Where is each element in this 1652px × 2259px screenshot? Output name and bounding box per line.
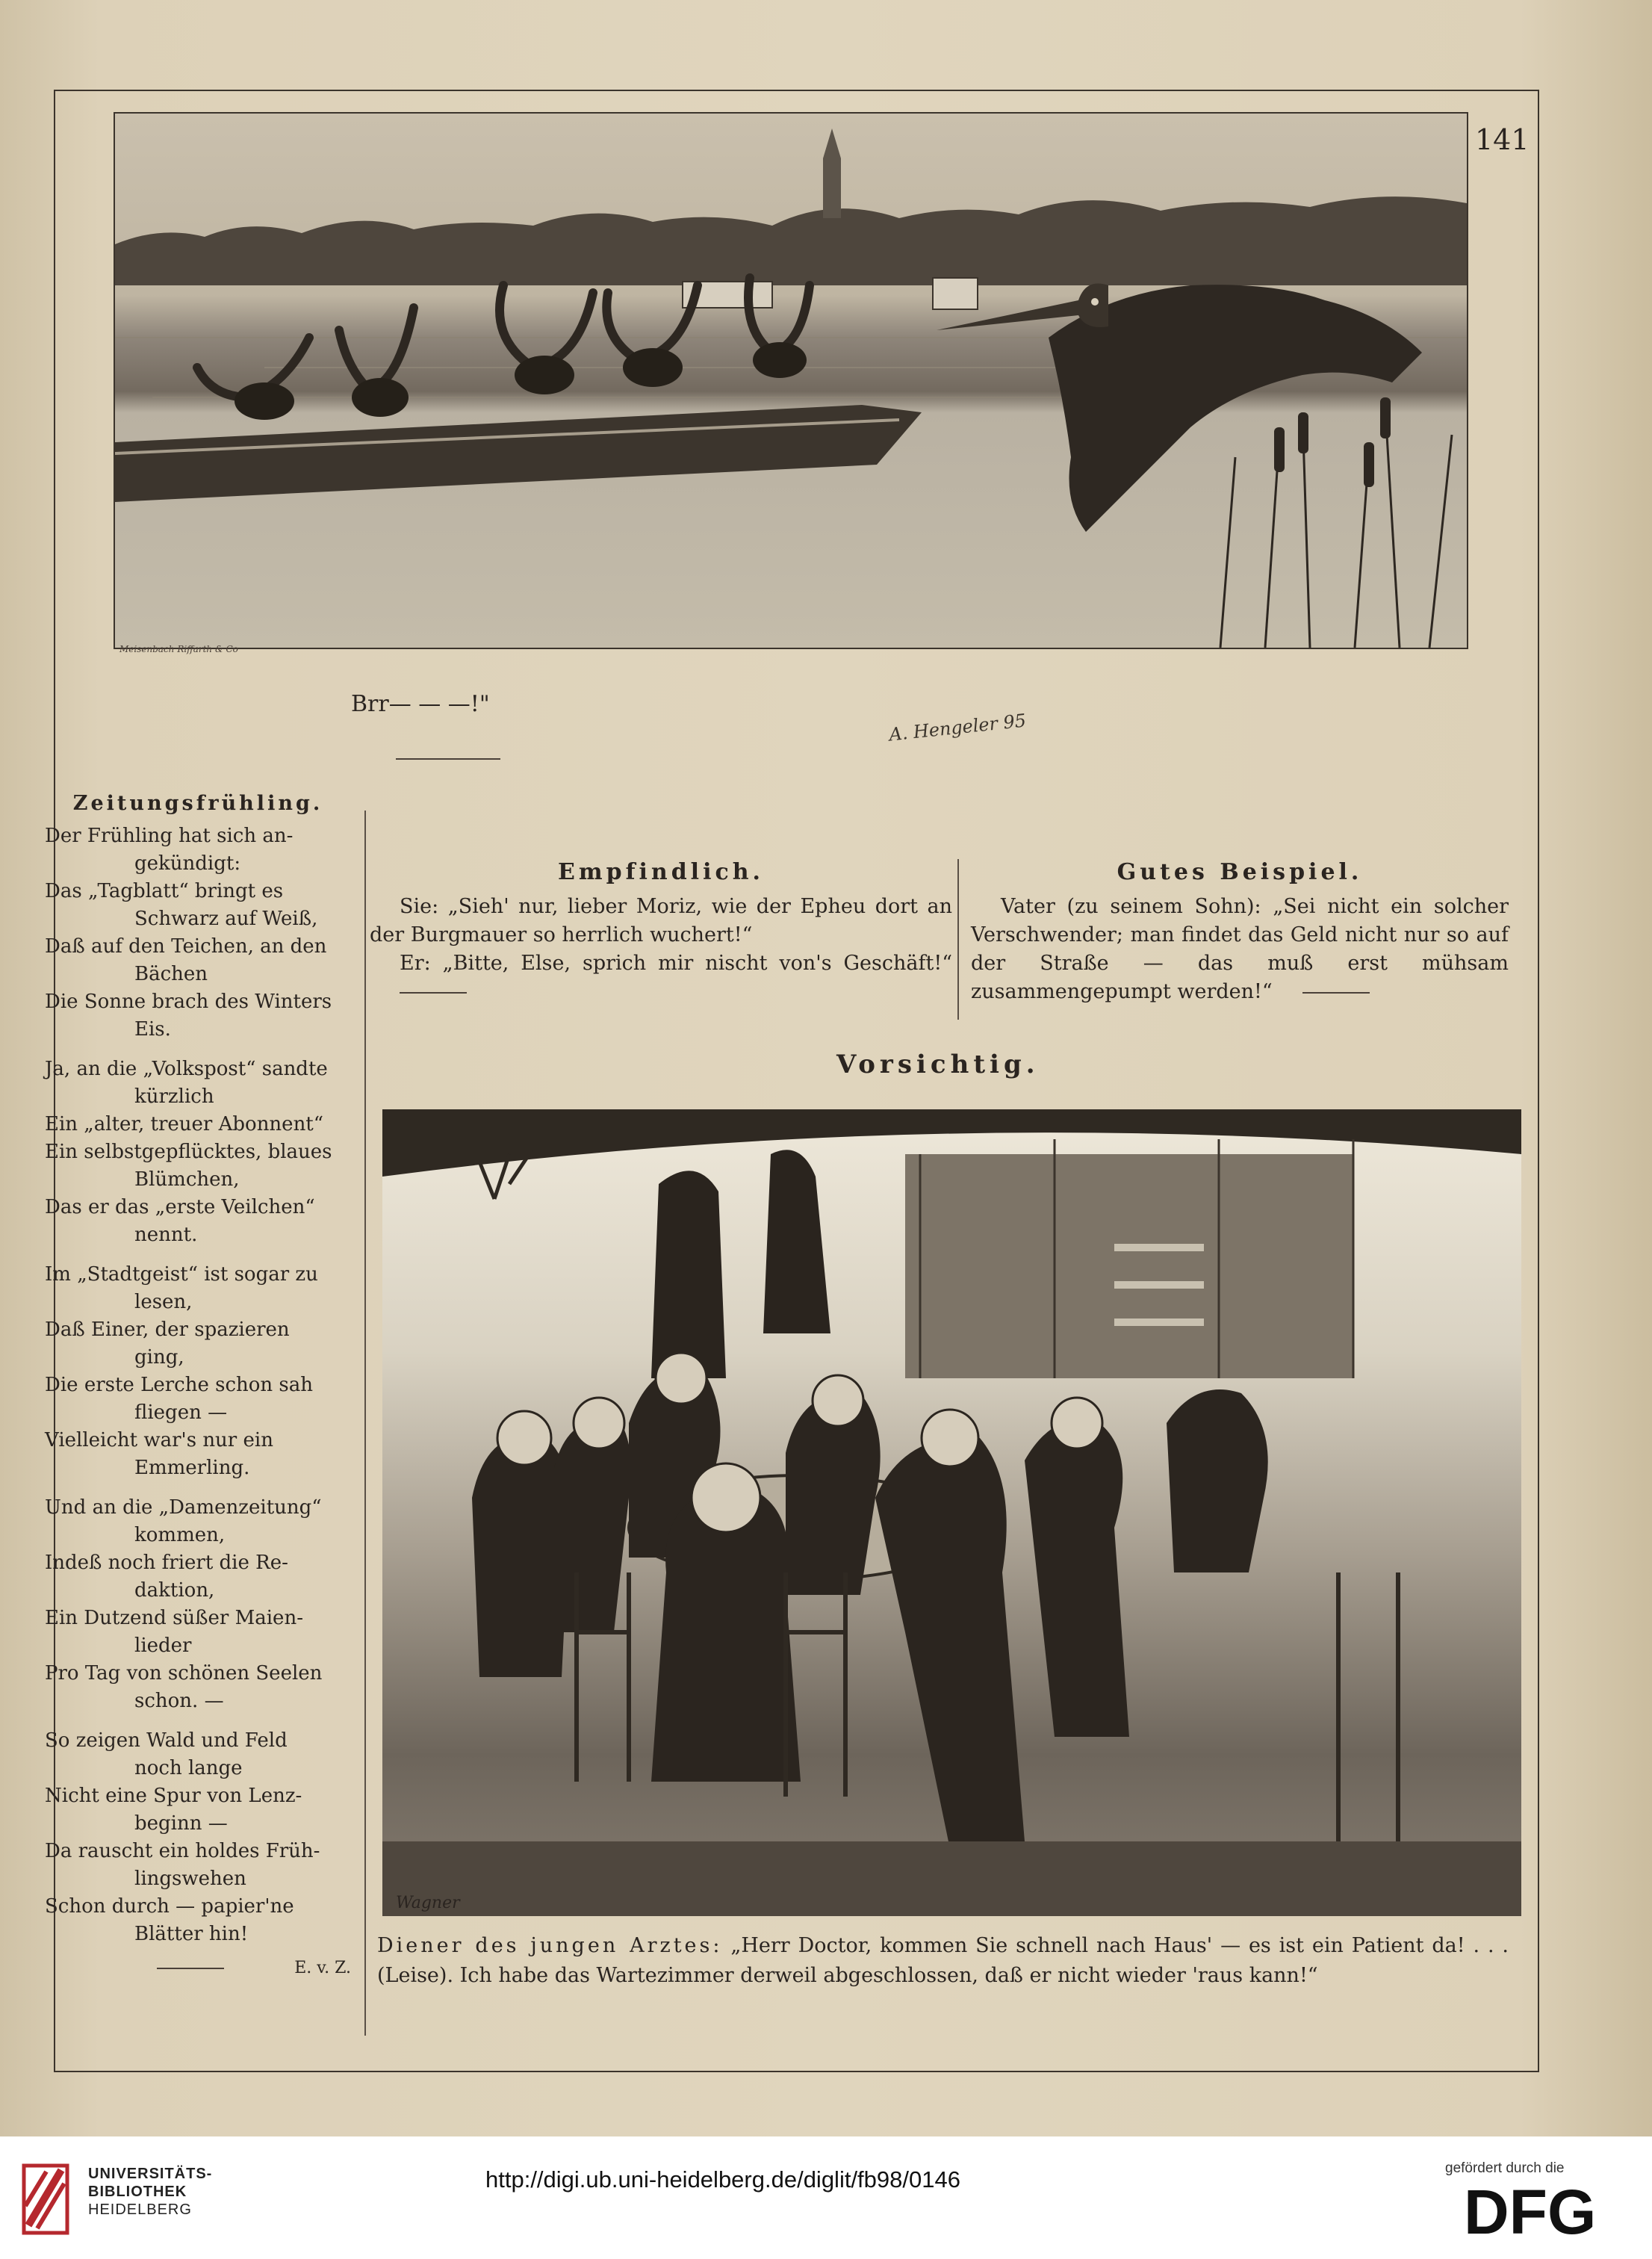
poem-line: Blümchen, bbox=[134, 1168, 240, 1191]
artist-signature-hengeler: A. Hengeler 95 bbox=[888, 710, 1028, 746]
library-name: UNIVERSITÄTS- BIBLIOTHEK HEIDELBERG bbox=[88, 2166, 213, 2218]
poem-line: Indeß noch friert die Re- bbox=[45, 1552, 288, 1574]
footer-bar bbox=[0, 2136, 1652, 2259]
poem-line: Bächen bbox=[134, 963, 208, 985]
joke-divider bbox=[957, 859, 959, 1020]
section-rule bbox=[396, 758, 500, 760]
vorsichtig-caption bbox=[377, 1931, 1509, 1991]
poem-line: schon. — bbox=[134, 1690, 224, 1712]
poem-line: Nicht eine Spur von Lenz- bbox=[45, 1785, 302, 1807]
page-number: 141 bbox=[1475, 123, 1530, 156]
poem-footer bbox=[45, 1959, 351, 1977]
poem-line: nennt. bbox=[134, 1224, 198, 1246]
poem-line: Pro Tag von schönen Seelen bbox=[45, 1662, 323, 1685]
poem-line: beginn — bbox=[134, 1812, 228, 1835]
caption-text: „Herr Doctor, kommen Sie schnell nach Haus' — es ist ein Patient da! . . . (Leise). Ich habe das Wartezimmer derweil abgeschlossen, daß er nicht wieder 'raus kann!“ bbox=[377, 1934, 1509, 1987]
poem-line: Das „Tagblatt“ bringt es bbox=[45, 880, 284, 902]
poem-line: ging, bbox=[134, 1346, 184, 1369]
university-library-logo-icon bbox=[16, 2161, 76, 2236]
joke-gutes-beispiel bbox=[971, 859, 1509, 1006]
poem-line: gekündigt: bbox=[134, 852, 241, 875]
poem-line: Blätter hin! bbox=[134, 1923, 249, 1945]
poem-line: lingswehen bbox=[134, 1868, 246, 1890]
poem-line: Schwarz auf Weiß, bbox=[134, 908, 318, 930]
heron-illustration bbox=[114, 112, 1468, 649]
engraver-credit: Meisenbach Riffarth & Co bbox=[119, 644, 238, 654]
poem-line: lieder bbox=[134, 1634, 192, 1657]
heron-scene-drawing bbox=[115, 114, 1467, 648]
joke-line: Sie: „Sieh' nur, lieber Moriz, wie der Epheu dort an der Burgmauer so herrlich wuchert!“ bbox=[370, 895, 952, 946]
poem-line: Ein „alter, treuer Abonnent“ bbox=[45, 1113, 324, 1135]
funding-note: gefördert durch die bbox=[1445, 2160, 1565, 2176]
poem-title: Zeitungsfrühling. bbox=[72, 792, 323, 815]
dfg-logo-text: DFG bbox=[1464, 2181, 1597, 2241]
poem-line: Ja, an die „Volkspost“ sandte bbox=[45, 1058, 328, 1080]
poem-line: Vielleicht war's nur ein bbox=[45, 1429, 273, 1451]
poem-line: noch lange bbox=[134, 1757, 243, 1779]
poem-line: Und an die „Damenzeitung“ bbox=[45, 1496, 322, 1519]
poem-signature: E. v. Z. bbox=[294, 1959, 351, 1977]
poem-line: Ein Dutzend süßer Maien- bbox=[45, 1607, 303, 1629]
poem-column bbox=[45, 792, 351, 2032]
tavern-illustration bbox=[382, 1109, 1521, 1916]
joke-title: Gutes Beispiel. bbox=[1117, 859, 1363, 885]
column-divider bbox=[364, 811, 366, 2036]
joke-line: Vater (zu seinem Sohn): „Sei nicht ein solcher Verschwender; man findet das Geld nicht nur so auf der Straße — das muß erst mühsam zusammengepumpt werden!“ bbox=[971, 895, 1509, 1003]
poem-body bbox=[45, 822, 351, 1948]
poem-line: Daß auf den Teichen, an den bbox=[45, 935, 327, 958]
poem-line: fliegen — bbox=[134, 1401, 228, 1424]
permalink-url[interactable]: http://digi.ub.uni-heidelberg.de/diglit/fb98/0146 bbox=[485, 2166, 960, 2193]
poem-line: Die erste Lerche schon sah bbox=[45, 1374, 314, 1396]
vorsichtig-title: Vorsichtig. bbox=[836, 1050, 1040, 1079]
joke-title: Empfindlich. bbox=[558, 859, 764, 885]
poem-line: Der Frühling hat sich an- bbox=[45, 825, 294, 847]
poem-line: Da rauscht ein holdes Früh- bbox=[45, 1840, 320, 1862]
poem-line: Die Sonne brach des Winters bbox=[45, 991, 332, 1013]
poem-line: Emmerling. bbox=[134, 1457, 250, 1479]
illustration-caption: Brr— — —!" bbox=[351, 691, 490, 717]
poem-line: kommen, bbox=[134, 1524, 226, 1546]
poem-line: So zeigen Wald und Feld bbox=[45, 1729, 288, 1752]
caption-speaker: Diener des jungen Arztes: bbox=[377, 1934, 723, 1957]
poem-line: Schon durch — papier'ne bbox=[45, 1895, 294, 1918]
dfg-logo-icon bbox=[1464, 2181, 1606, 2241]
poem-line: Daß Einer, der spazieren bbox=[45, 1318, 290, 1341]
poem-line: Eis. bbox=[134, 1018, 171, 1041]
poem-line: Im „Stadtgeist“ ist sogar zu bbox=[45, 1263, 318, 1286]
poem-line: Das er das „erste Veilchen“ bbox=[45, 1196, 315, 1218]
poem-line: daktion, bbox=[134, 1579, 215, 1602]
joke-line: Er: „Bitte, Else, sprich mir nischt von's Geschäft!“ bbox=[370, 949, 952, 1006]
poem-line: kürzlich bbox=[134, 1085, 214, 1108]
poem-line: Ein selbstgepflücktes, blaues bbox=[45, 1141, 332, 1163]
joke-empfindlich bbox=[370, 859, 952, 1006]
poem-end-rule bbox=[157, 1968, 224, 1969]
artist-signature-wagner: Wagner bbox=[396, 1894, 460, 1912]
poem-line: lesen, bbox=[134, 1291, 193, 1313]
tavern-scene-drawing bbox=[382, 1109, 1521, 1916]
